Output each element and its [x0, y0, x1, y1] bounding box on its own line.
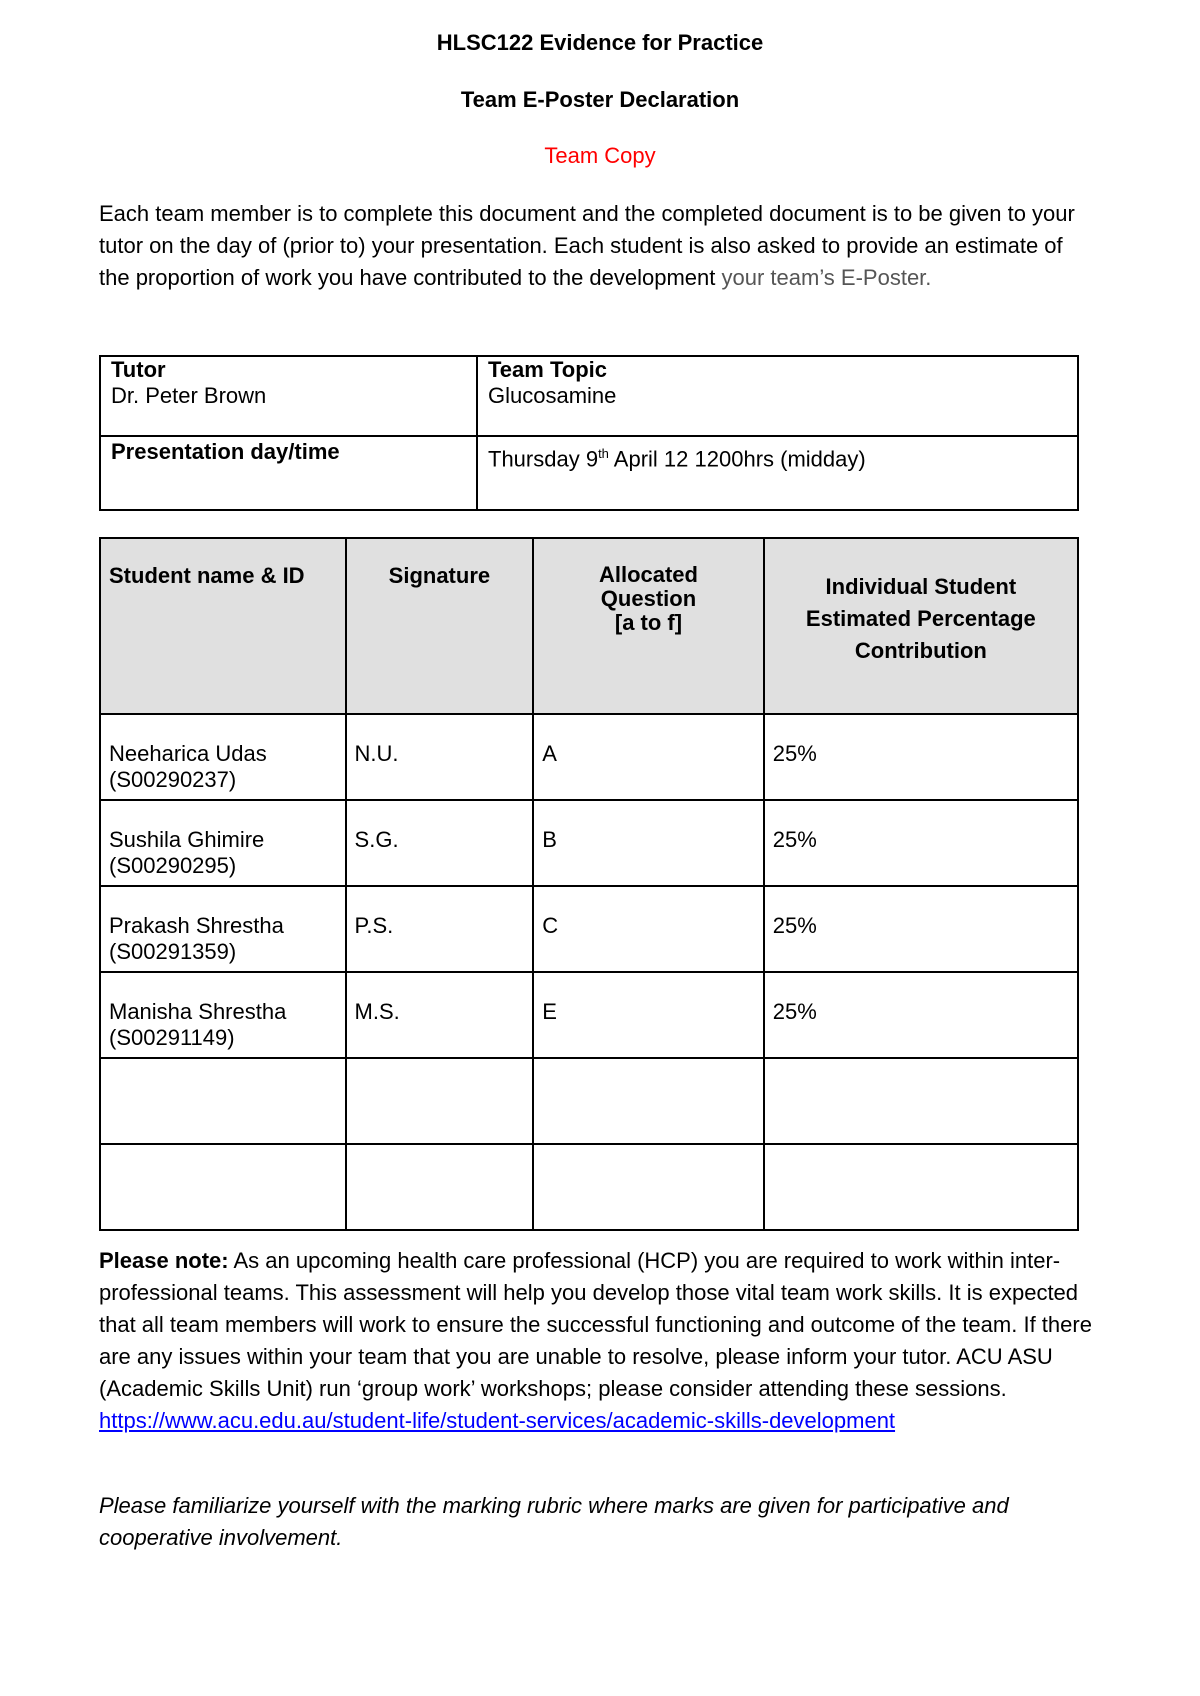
contribution-cell: 25%	[764, 714, 1078, 800]
empty-cell	[346, 1144, 534, 1230]
contribution-cell: 25%	[764, 800, 1078, 886]
table-row	[100, 972, 1078, 1058]
header-question-line3: [a to f]	[614, 610, 683, 635]
header-question-line1: Allocated	[598, 562, 698, 587]
intro-paragraph	[99, 198, 1099, 294]
marking-rubric-note: Please familiarize yourself with the marking rubric where marks are given for participative and cooperative involvement.	[99, 1493, 1009, 1550]
empty-table-row	[100, 1058, 1078, 1144]
student-id: (S00290295)	[109, 853, 237, 878]
student-contribution-table	[99, 537, 1079, 1231]
empty-cell	[764, 1144, 1078, 1230]
document-title: HLSC122 Evidence for Practice	[436, 30, 764, 55]
tutor-label: Tutor	[111, 357, 166, 382]
empty-cell	[533, 1144, 763, 1230]
team-info-row	[100, 356, 1078, 436]
team-topic-label: Team Topic	[488, 357, 607, 382]
student-id: (S00291149)	[109, 1025, 235, 1050]
please-note-paragraph	[99, 1245, 1099, 1437]
question-cell: A	[533, 714, 763, 800]
intro-tail-text: your team’s E-Poster.	[715, 265, 932, 290]
team-topic-cell	[477, 356, 1078, 436]
student-name-cell	[100, 714, 346, 800]
please-note-text: As an upcoming health care professional (HCP) you are required to work within inter-professional teams. This assessment will help you develop those vital team work skills. It is expected that all team members will work to ensure the successful functioning and outcome of the team. If there are any issues within your team that you are unable to resolve, please inform your tutor. ACU ASU (Academic Skills Unit) run ‘group work’ workshops; please consider attending these sessions.	[99, 1248, 1092, 1401]
header-allocated-question	[533, 538, 763, 714]
empty-cell	[764, 1058, 1078, 1144]
presentation-row	[100, 436, 1078, 510]
presentation-time: April 12 1200hrs (midday)	[608, 446, 866, 472]
contribution-cell: 25%	[764, 972, 1078, 1058]
student-name: Manisha Shrestha	[109, 999, 287, 1024]
empty-table-row	[100, 1144, 1078, 1230]
student-id: (S00290237)	[109, 767, 237, 792]
student-name: Prakash Shrestha	[109, 913, 284, 938]
student-name-cell	[100, 972, 346, 1058]
presentation-value	[488, 437, 1067, 472]
tutor-value: Dr. Peter Brown	[111, 383, 267, 408]
presentation-label: Presentation day/time	[111, 439, 340, 464]
empty-cell	[346, 1058, 534, 1144]
header-contribution	[764, 538, 1078, 714]
table-row	[100, 886, 1078, 972]
presentation-day: Thursday 9	[488, 446, 599, 472]
signature-cell: S.G.	[346, 800, 534, 886]
question-cell: E	[533, 972, 763, 1058]
empty-cell	[533, 1058, 763, 1144]
please-note-label: Please note:	[99, 1248, 229, 1273]
contribution-cell: 25%	[764, 886, 1078, 972]
student-name: Sushila Ghimire	[109, 827, 265, 852]
student-name-cell	[100, 886, 346, 972]
team-info-table	[99, 355, 1079, 511]
header-contribution-line1: Individual Student	[825, 574, 1017, 599]
team-topic-value: Glucosamine	[488, 383, 617, 408]
signature-cell: P.S.	[346, 886, 534, 972]
team-copy-label: Team Copy	[544, 143, 656, 168]
empty-cell	[100, 1144, 346, 1230]
header-contribution-line2: Estimated Percentage	[805, 606, 1036, 631]
header-signature: Signature	[346, 538, 534, 714]
header-student-name: Student name & ID	[100, 538, 346, 714]
student-table-header	[100, 538, 1078, 714]
header-contribution-line3: Contribution	[854, 638, 987, 663]
document-subtitle: Team E-Poster Declaration	[460, 87, 740, 112]
question-cell: C	[533, 886, 763, 972]
signature-cell: N.U.	[346, 714, 534, 800]
academic-skills-link[interactable]: https://www.acu.edu.au/student-life/student-services/academic-skills-development	[99, 1408, 896, 1433]
question-cell: B	[533, 800, 763, 886]
presentation-value-cell	[477, 436, 1078, 510]
header-question-line2: Question	[600, 586, 697, 611]
table-row	[100, 800, 1078, 886]
table-row	[100, 714, 1078, 800]
empty-cell	[100, 1058, 346, 1144]
intro-main-text: Each team member is to complete this document and the completed document is to be given to your tutor on the day of (prior to) your presentation. Each student is also asked to provide an estimate of the proportion of work you have contributed to the development	[99, 201, 1075, 290]
signature-cell: M.S.	[346, 972, 534, 1058]
presentation-day-suffix: th	[598, 446, 609, 461]
student-id: (S00291359)	[109, 939, 237, 964]
tutor-cell	[100, 356, 477, 436]
presentation-label-cell	[100, 436, 477, 510]
student-name: Neeharica Udas	[109, 741, 267, 766]
student-name-cell	[100, 800, 346, 886]
